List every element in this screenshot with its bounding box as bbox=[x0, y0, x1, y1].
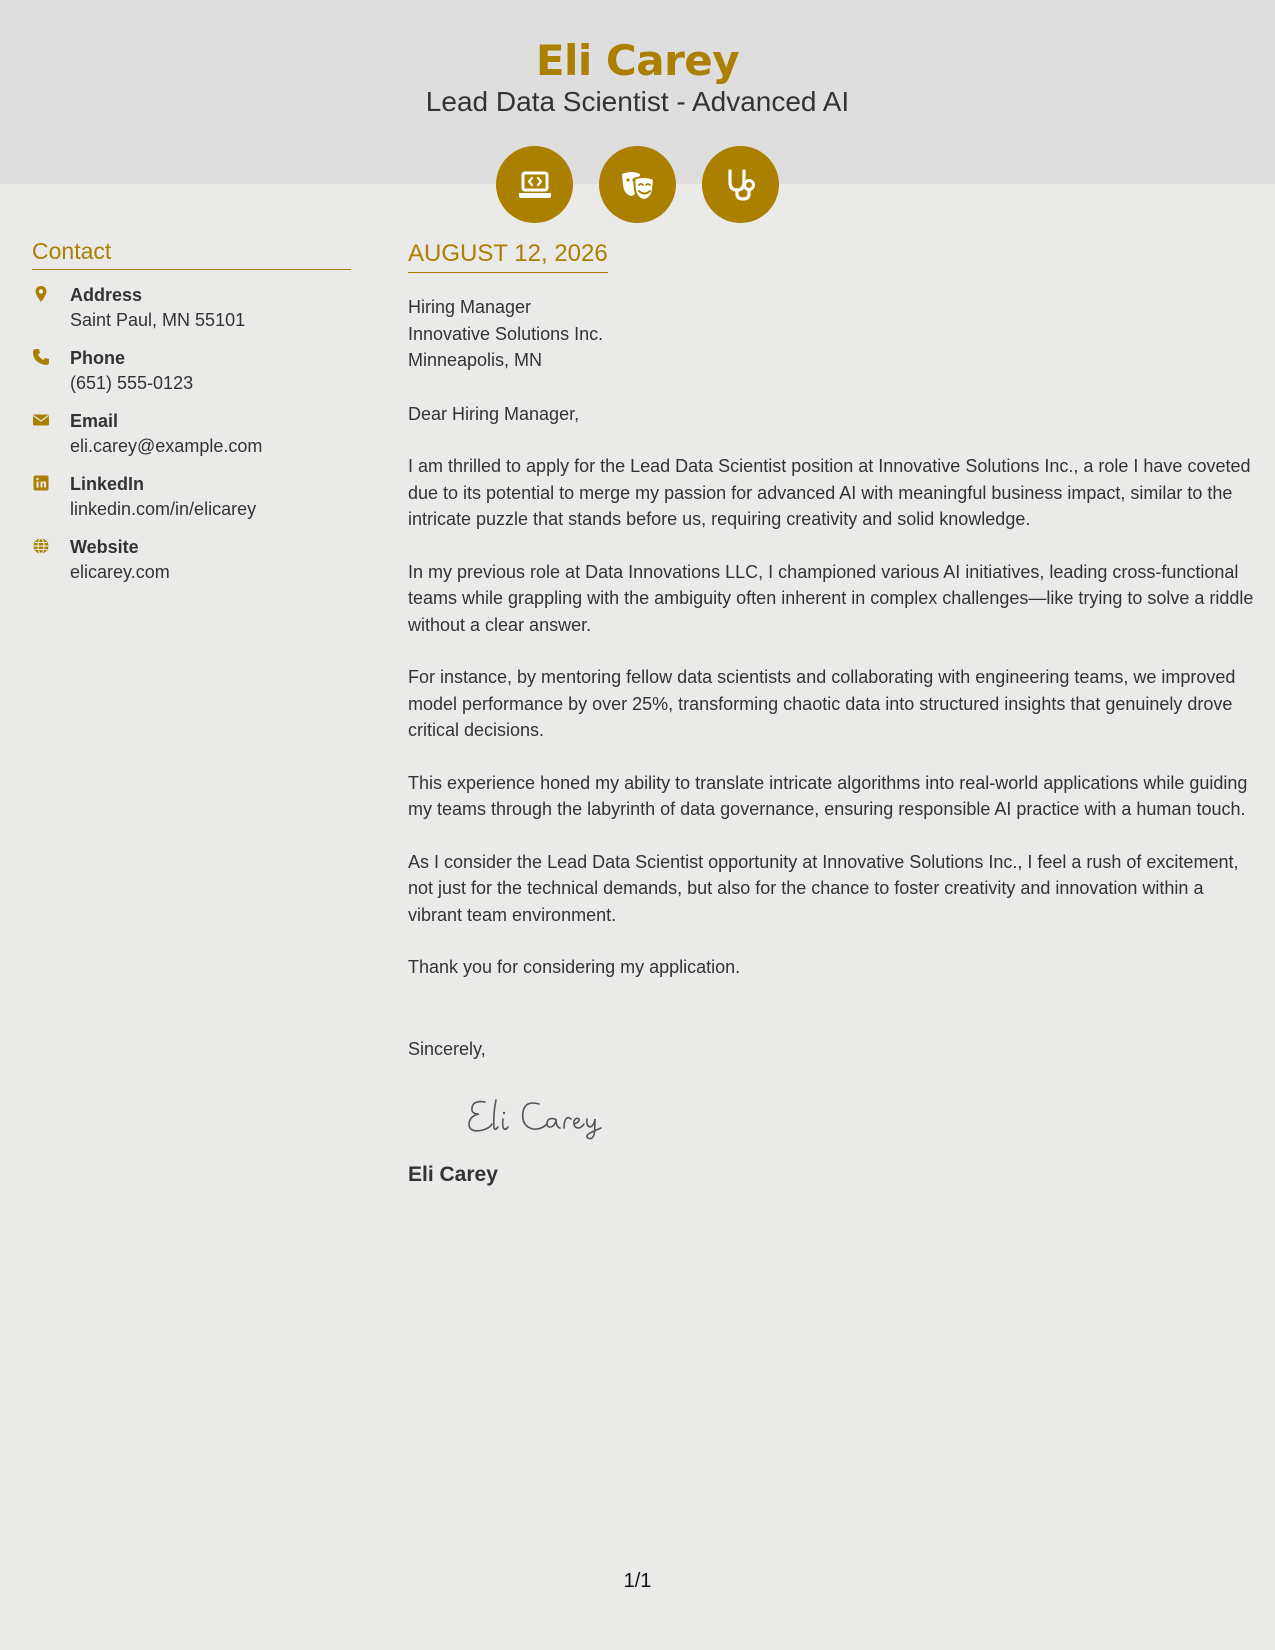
stethoscope-icon bbox=[702, 146, 779, 223]
contact-sidebar bbox=[32, 238, 351, 597]
contact-heading: Contact bbox=[32, 238, 351, 270]
contact-label: Website bbox=[70, 537, 139, 557]
closing: Sincerely, bbox=[408, 1038, 486, 1059]
page-number: 1/1 bbox=[623, 1570, 652, 1592]
linkedin-value[interactable]: linkedin.com/in/elicarey bbox=[70, 499, 257, 519]
contact-item-email bbox=[32, 408, 351, 471]
recipient-line: Hiring Manager bbox=[408, 297, 532, 317]
contact-item-linkedin bbox=[32, 471, 351, 534]
letter-paragraph: I am thrilled to apply for the Lead Data Scientist position at Innovative Solutions Inc., a role I have coveted due to its potential to merge my passion for advanced AI with meaningful business impact, similar to the intricate puzzle that stands before us, requiring creativity and solid knowledge. bbox=[408, 456, 1251, 529]
contact-item-address bbox=[32, 282, 351, 345]
contact-item-website bbox=[32, 534, 351, 597]
phone-value: (651) 555-0123 bbox=[70, 373, 194, 393]
letter-body bbox=[408, 240, 1258, 1187]
contact-list bbox=[32, 282, 351, 597]
letter-paragraph: As I consider the Lead Data Scientist opportunity at Innovative Solutions Inc., I feel a rush of excitement, not just for the technical demands, but also for the chance to foster creativity and innovation within a vibrant team environment. bbox=[408, 851, 1239, 925]
linkedin-icon bbox=[32, 471, 70, 534]
laptop-code-icon bbox=[496, 146, 573, 223]
job-title: Lead Data Scientist - Advanced AI bbox=[425, 86, 850, 117]
theater-masks-icon bbox=[599, 146, 676, 223]
handwritten-signature bbox=[463, 1092, 1258, 1142]
email-value[interactable]: eli.carey@example.com bbox=[70, 436, 263, 456]
salutation: Dear Hiring Manager, bbox=[408, 403, 580, 424]
letter-date: AUGUST 12, 2026 bbox=[408, 240, 608, 273]
letter-paragraph: For instance, by mentoring fellow data scientists and collaborating with engineering teams, we improved model performance by over 25%, transforming chaotic data into structured insights that genuinely drove critical decisions. bbox=[408, 667, 1236, 740]
contact-label: LinkedIn bbox=[70, 474, 145, 494]
website-value[interactable]: elicarey.com bbox=[70, 562, 170, 582]
contact-label: Address bbox=[70, 285, 143, 305]
contact-item-phone bbox=[32, 345, 351, 408]
contact-label: Phone bbox=[70, 348, 126, 368]
applicant-name: Eli Carey bbox=[535, 36, 740, 85]
letter-paragraph: Thank you for considering my application. bbox=[408, 957, 741, 977]
globe-icon bbox=[32, 534, 70, 597]
envelope-icon bbox=[32, 408, 70, 471]
address-value: Saint Paul, MN 55101 bbox=[70, 310, 246, 330]
recipient-block bbox=[408, 294, 1258, 374]
header-icon-row bbox=[496, 146, 779, 223]
signer-name: Eli Carey bbox=[408, 1163, 498, 1186]
recipient-line: Innovative Solutions Inc. bbox=[408, 323, 604, 344]
letter-paragraph: This experience honed my ability to translate intricate algorithms into real-world applications while guiding my teams through the labyrinth of data governance, ensuring responsible AI practice with a human touch. bbox=[408, 772, 1248, 819]
contact-label: Email bbox=[70, 411, 119, 431]
recipient-line: Minneapolis, MN bbox=[408, 350, 543, 370]
letter-paragraph: In my previous role at Data Innovations LLC, I championed various AI initiatives, leading cross-functional teams while grappling with the ambiguity often inherent in complex challenges—like trying to solve a riddle without a clear answer. bbox=[408, 561, 1254, 635]
map-marker-icon bbox=[32, 282, 70, 345]
phone-icon bbox=[32, 345, 70, 408]
